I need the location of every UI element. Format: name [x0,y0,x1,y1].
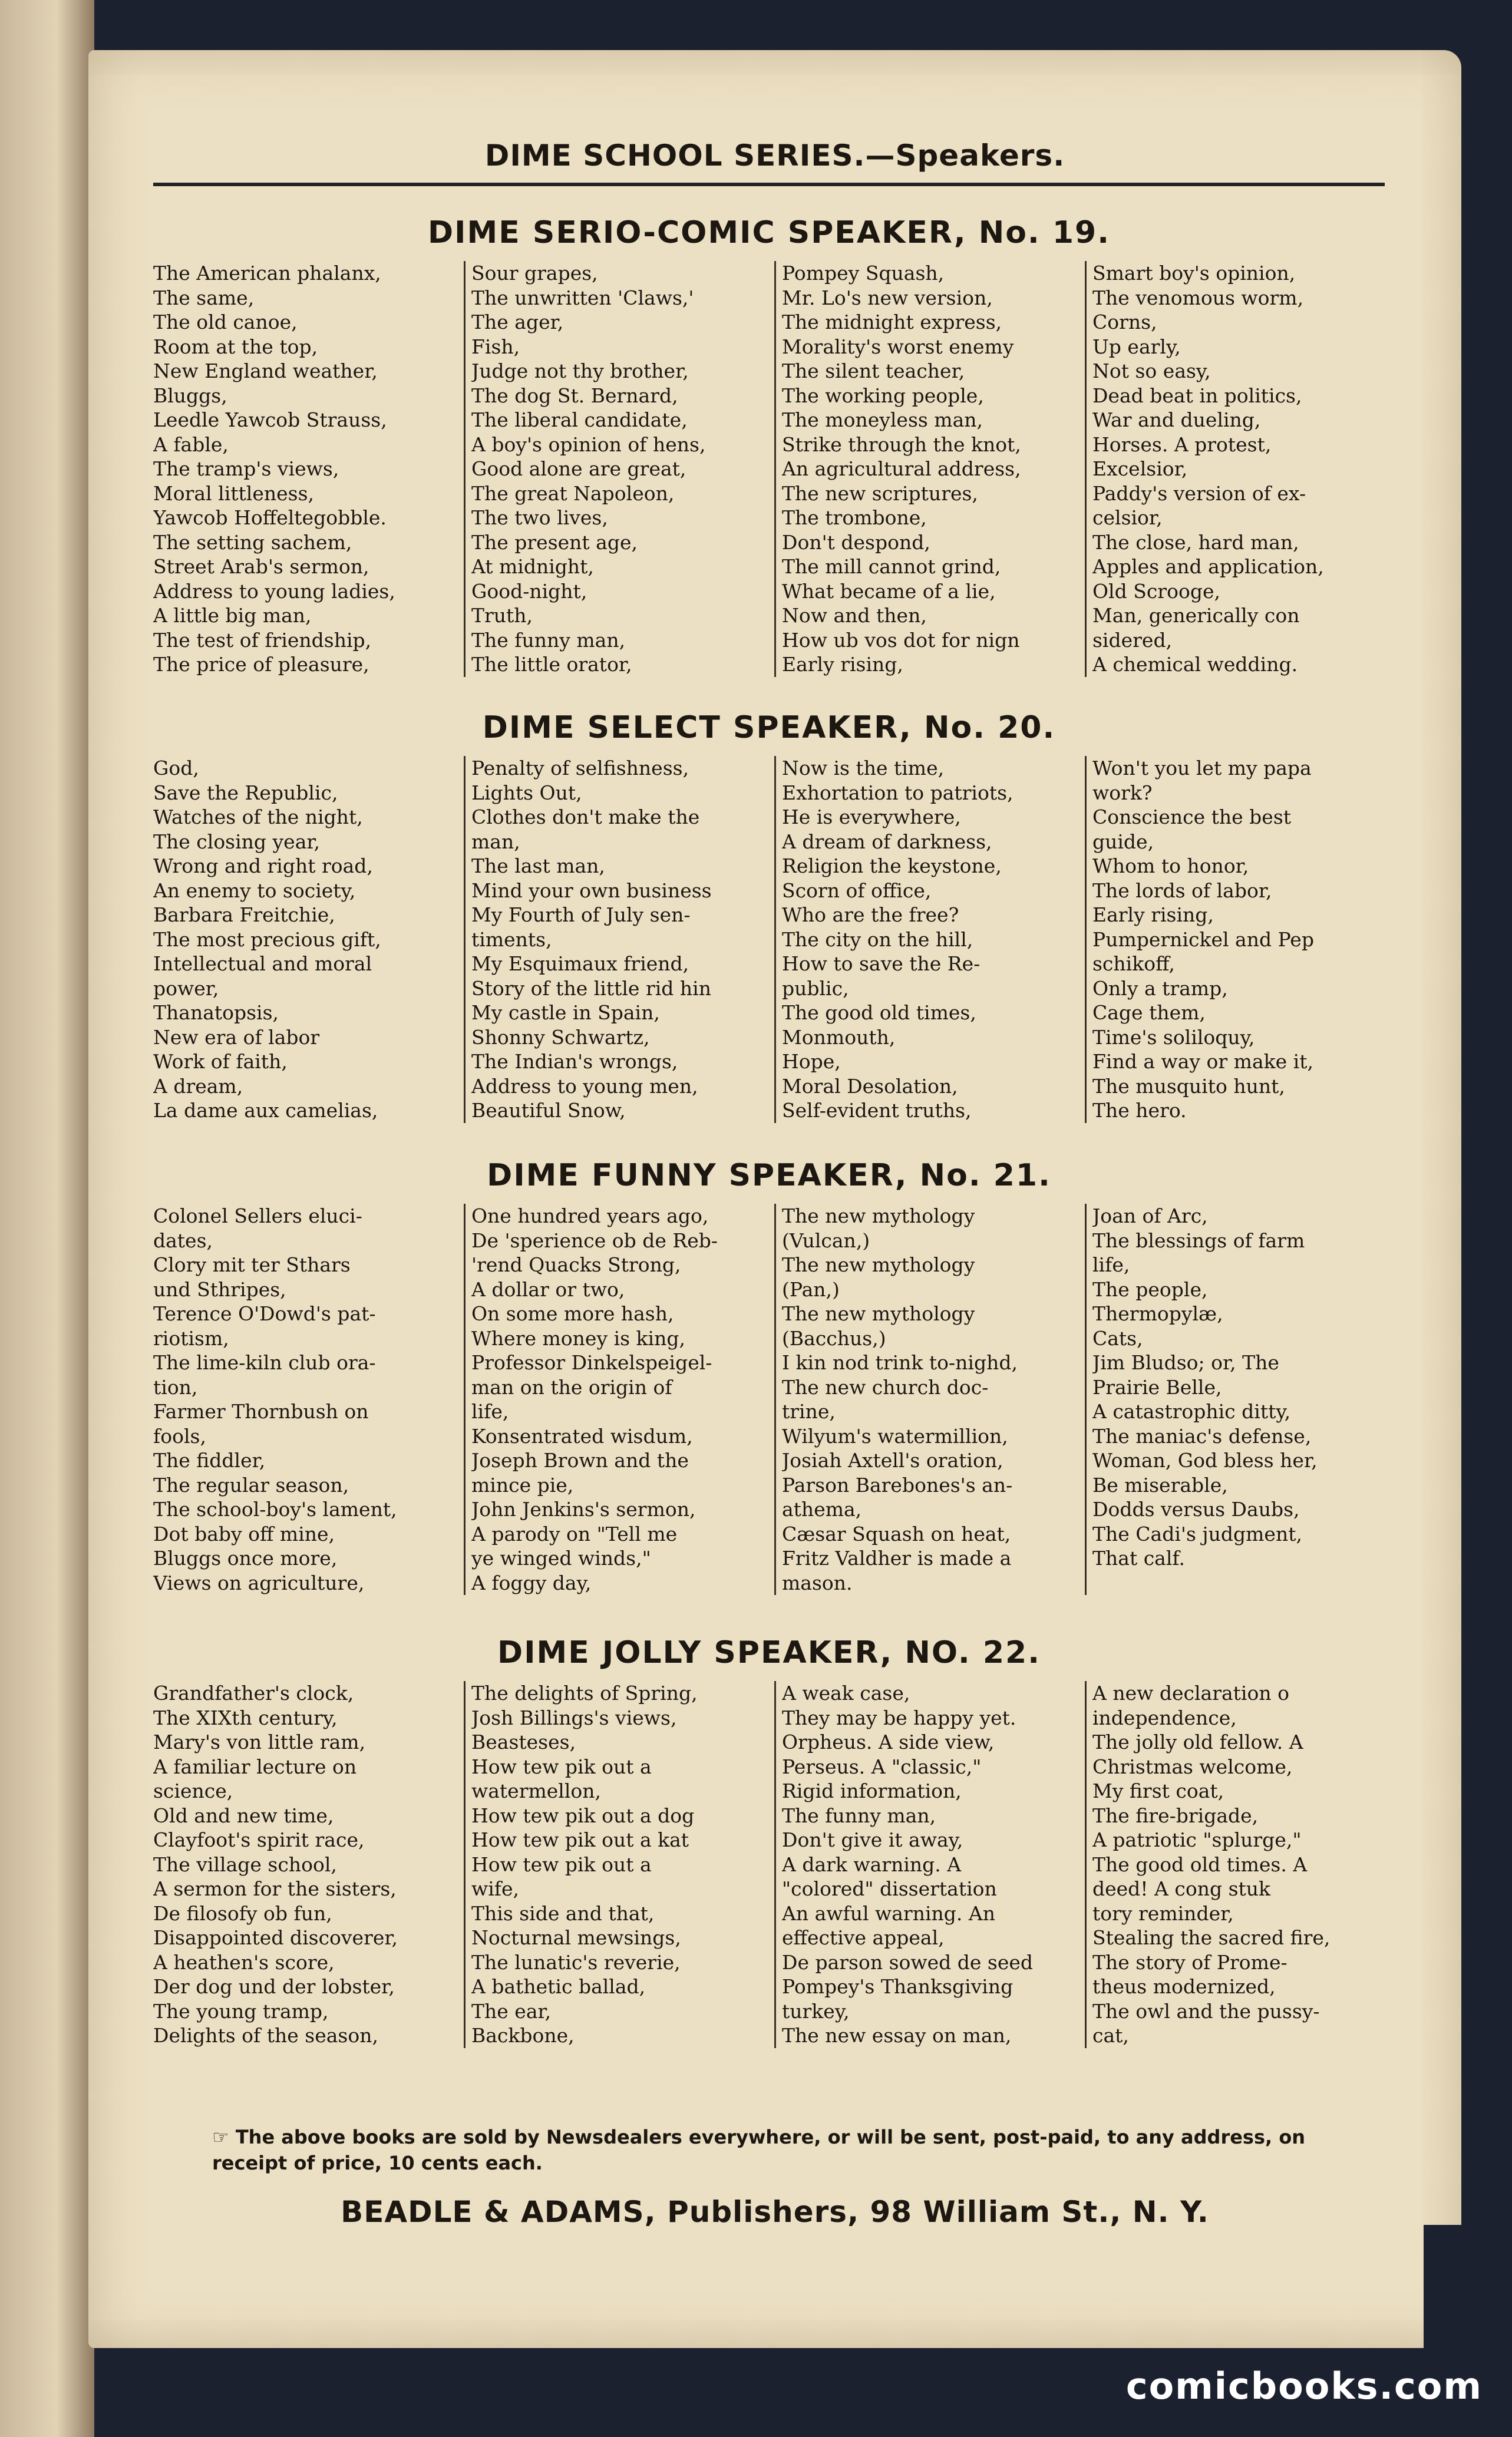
speech-title-line: A sermon for the sisters, [153,1877,397,1900]
adjacent-page-edge [0,0,94,2437]
speech-title-line: Don't despond, [782,530,930,554]
title-columns [153,261,1385,677]
speech-title-line: Rigid information, [782,1779,962,1802]
speech-title-line: und Sthripes, [153,1277,286,1301]
speech-title-line: Clothes don't make the [471,805,700,828]
speech-title-line: Exhortation to patriots, [782,781,1013,804]
title-column [464,1204,764,1595]
speech-title-line: The young tramp, [153,1999,329,2023]
speaker-section-20 [153,710,1385,1123]
speech-title-line: riotism, [153,1326,229,1350]
speech-title-line: Dot baby off mine, [153,1522,335,1546]
speech-title-line: A fable, [153,432,229,456]
speech-title-line: The close, hard man, [1092,530,1299,554]
speech-title-line: athema, [782,1498,862,1521]
speech-title-line: Cage them, [1092,1001,1206,1024]
speech-title-line: Not so easy, [1092,359,1211,382]
speech-title-line: Clayfoot's spirit race, [153,1828,365,1851]
speech-title-line: Lights Out, [471,781,582,804]
speech-title-line: The funny man, [471,628,626,652]
speech-title-line: War and dueling, [1092,408,1261,431]
speech-title-line: Jim Bludso; or, The [1092,1351,1279,1374]
speech-title-line: Good alone are great, [471,457,686,480]
title-column [1085,756,1385,1123]
speech-title-line: theus modernized, [1092,1975,1276,1998]
speech-title-line: The good old times, [782,1001,976,1024]
speech-title-line: tion, [153,1375,198,1399]
speech-title-line: Apples and application, [1092,555,1324,578]
speech-title-line: Pumpernickel and Pep [1092,927,1314,951]
speech-title-line: turkey, [782,1999,850,2023]
speech-title-line: Josh Billings's views, [471,1706,677,1729]
speech-title-line: Don't give it away, [782,1828,963,1851]
speech-title-line: How ub vos dot for nign [782,628,1020,652]
speech-title-line: He is everywhere, [782,805,961,828]
speech-title-line: God, [153,757,199,780]
speech-title-line: One hundred years ago, [471,1204,709,1227]
speech-title-line: mince pie, [471,1473,574,1497]
speech-title-line: The most precious gift, [153,927,381,951]
speech-title-line: Mind your own business [471,879,712,902]
speech-title-line: A weak case, [782,1682,910,1705]
speech-title-line: Thanatopsis, [153,1001,279,1024]
speech-title-line: Fritz Valdher is made a [782,1547,1012,1570]
title-columns [153,1204,1385,1595]
speech-title-line: Save the Republic, [153,781,338,804]
speech-title-line: A dream, [153,1074,243,1098]
speech-title-line: A parody on "Tell me [471,1522,678,1546]
speech-title-line: tory reminder, [1092,1901,1234,1925]
speech-title-line: Up early, [1092,335,1181,358]
speech-title-line: The trombone, [782,506,927,529]
speech-title-line: Old Scrooge, [1092,579,1220,603]
speech-title-line: The new essay on man, [782,2024,1012,2047]
speech-title-line: At midnight, [471,555,594,578]
speech-title-line: Professor Dinkelspeigel- [471,1351,712,1374]
speech-title-line: The good old times. A [1092,1852,1308,1876]
section-title: DIME FUNNY SPEAKER, No. 21. [487,1158,1051,1193]
speech-title-line: The ager, [471,311,564,333]
speech-title-line: Cats, [1092,1326,1143,1350]
speech-title-line: Pompey Squash, [782,262,945,285]
speech-title-line: Morality's worst enemy [782,335,1014,358]
speech-title-line: Leedle Yawcob Strauss, [153,408,387,431]
speech-title-line: Clory mit ter Sthars [153,1253,351,1276]
speech-title-line: The lunatic's reverie, [471,1950,681,1974]
speech-title-line: The lords of labor, [1092,879,1272,902]
speech-title-line: Disappointed discoverer, [153,1926,398,1949]
speech-title-line: Room at the top, [153,335,318,358]
speech-title-line: (Pan,) [782,1277,840,1301]
speech-title-line: Watches of the night, [153,805,363,828]
speech-title-line: Wrong and right road, [153,854,373,877]
title-column [1085,261,1385,677]
speech-title-line: An agricultural address, [782,457,1021,480]
speech-title-line: Grandfather's clock, [153,1682,354,1705]
speech-title-line: Woman, God bless her, [1092,1449,1318,1472]
speech-title-line: The ear, [471,1999,552,2023]
title-column [464,1681,764,2048]
speech-title-line: Mr. Lo's new version, [782,286,993,309]
speech-title-line: Penalty of selfishness, [471,757,689,780]
speaker-section-21 [153,1158,1385,1595]
speech-title-line: Shonny Schwartz, [471,1025,650,1049]
speech-title-line: "colored" dissertation [782,1877,997,1900]
speech-title-line: I kin nod trink to-nighd, [782,1351,1018,1374]
speech-title-line: The tramp's views, [153,457,339,480]
speech-title-line: Delights of the season, [153,2024,378,2047]
title-column [153,1204,453,1595]
title-column [1085,1681,1385,2048]
speech-title-line: The same, [153,286,255,309]
speech-title-line: The school-boy's lament, [153,1498,397,1521]
speech-title-line: Bluggs, [153,384,227,407]
speech-title-line: My castle in Spain, [471,1001,660,1024]
speech-title-line: man, [471,830,520,853]
speech-title-line: Horses. A protest, [1092,432,1272,456]
speech-title-line: The people, [1092,1277,1208,1301]
speech-title-line: (Bacchus,) [782,1326,886,1350]
speech-title-line: The unwritten 'Claws,' [471,286,694,309]
speech-title-line: sidered, [1092,628,1173,652]
speech-title-line: De parson sowed de seed [782,1950,1034,1974]
speech-title-line: Yawcob Hoffeltegobble. [153,506,387,529]
speech-title-line: life, [1092,1253,1130,1276]
speech-title-line: John Jenkins's sermon, [471,1498,696,1521]
running-head: DIME SCHOOL SERIES.—Speakers. [484,138,1065,173]
speech-title-line: This side and that, [471,1901,655,1925]
speech-title-line: 'rend Quacks Strong, [471,1253,681,1276]
speech-title-line: A heathen's score, [153,1950,335,1974]
title-columns [153,756,1385,1123]
speech-title-line: timents, [471,927,552,951]
speech-title-line: Cæsar Squash on heat, [782,1522,1011,1546]
speech-title-line: A dream of darkness, [782,830,992,853]
speech-title-line: The Indian's wrongs, [471,1050,678,1073]
speech-title-line: Der dog und der lobster, [153,1975,395,1998]
speech-title-line: Where money is king, [471,1326,685,1350]
speech-title-line: Intellectual and moral [153,952,372,975]
speech-title-line: De filosofy ob fun, [153,1901,332,1925]
speech-title-line: Bluggs once more, [153,1547,338,1570]
section-title: DIME SERIO-COMIC SPEAKER, No. 19. [428,215,1110,250]
speech-title-line: That calf. [1092,1547,1185,1570]
speech-title-line: Orpheus. A side view, [782,1731,995,1754]
speech-title-line: public, [782,976,849,1000]
speech-title-line: An enemy to society, [153,879,356,902]
speech-title-line: The closing year, [153,830,321,853]
speech-title-line: wife, [471,1877,520,1900]
speech-title-line: The maniac's defense, [1092,1424,1312,1448]
speech-title-line: Beasteses, [471,1731,576,1754]
speech-title-line: Story of the little rid hin [471,976,711,1000]
speech-title-line: How tew pik out a kat [471,1828,689,1851]
speech-title-line: The village school, [153,1852,337,1876]
title-column [464,756,764,1123]
speech-title-line: How tew pik out a [471,1755,652,1778]
speech-title-line: Prairie Belle, [1092,1375,1222,1399]
speech-title-line: trine, [782,1400,836,1423]
speech-title-line: Religion the keystone, [782,854,1002,877]
speech-title-line: Views on agriculture, [153,1571,365,1594]
speech-title-line: The silent teacher, [782,359,965,382]
speech-title-line: science, [153,1779,233,1802]
speech-title-line: The new scriptures, [782,481,978,505]
speech-title-line: Conscience the best [1092,805,1292,828]
speech-title-line: celsior, [1092,506,1163,529]
speech-title-line: watermellon, [471,1779,602,1802]
title-column [153,756,453,1123]
speech-title-line: The delights of Spring, [471,1682,698,1705]
speech-title-line: power, [153,976,219,1000]
speech-title-line: dates, [153,1229,213,1252]
speech-title-line: work? [1092,781,1153,804]
watermark: comicbooks.com [1125,2365,1483,2408]
speech-title-line: The working people, [782,384,984,407]
speech-title-line: An awful warning. An [782,1901,995,1925]
speech-title-line: Work of faith, [153,1050,288,1073]
speech-title-line: Excelsior, [1092,457,1188,480]
speech-title-line: A boy's opinion of hens, [471,432,706,456]
speech-title-line: guide, [1092,830,1154,853]
speech-title-line: The moneyless man, [782,408,983,431]
section-title: DIME JOLLY SPEAKER, NO. 22. [497,1635,1041,1670]
speech-title-line: Only a tramp, [1092,976,1228,1000]
catalog-page [88,50,1461,2348]
speech-title-line: A dark warning. A [782,1852,962,1876]
speech-title-line: The new church doc- [782,1375,989,1399]
speech-title-line: Good-night, [471,579,587,603]
speech-title-line: The city on the hill, [782,927,973,951]
speech-title-line: The setting sachem, [153,530,352,554]
speech-title-line: Nocturnal mewsings, [471,1926,681,1949]
speech-title-line: Fish, [471,335,520,358]
speech-title-line: Colonel Sellers eluci- [153,1204,362,1227]
speech-title-line: The price of pleasure, [153,653,369,676]
title-column [774,261,1074,677]
ordering-note: ☞ The above books are sold by Newsdealers everywhere, or will be sent, post-paid, to any address, on receipt of price, 10 cents each. [212,2126,1306,2174]
speech-title-line: A patriotic "splurge," [1092,1828,1302,1851]
speech-title-line: Joseph Brown and the [471,1449,689,1472]
speech-title-line: The XIXth century, [153,1706,338,1729]
speech-title-line: Mary's von little ram, [153,1731,366,1754]
speech-title-line: Be miserable, [1092,1473,1228,1497]
speech-title-line: Find a way or make it, [1092,1050,1313,1073]
speech-title-line: Early rising, [782,653,903,676]
speech-title-line: ye winged winds," [471,1547,651,1570]
speech-title-line: Smart boy's opinion, [1092,262,1296,285]
speech-title-line: fools, [153,1424,206,1448]
speech-title-line: How tew pik out a [471,1852,652,1876]
speech-title-line: Street Arab's sermon, [153,555,369,578]
speech-title-line: La dame aux camelias, [153,1099,378,1122]
speech-title-line: Time's soliloquy, [1092,1025,1255,1049]
speech-title-line: On some more hash, [471,1302,674,1325]
speech-title-line: Perseus. A "classic," [782,1755,982,1778]
speech-title-line: The regular season, [153,1473,349,1497]
speech-title-line: A foggy day, [471,1571,592,1594]
speech-title-line: How to save the Re- [782,952,981,975]
title-column [774,1681,1074,2048]
speech-title-line: Now and then, [782,604,927,627]
speech-title-line: Joan of Arc, [1092,1204,1208,1227]
speech-title-line: Hope, [782,1050,841,1073]
speech-title-line: Pompey's Thanksgiving [782,1975,1013,1998]
speech-title-line: Self-evident truths, [782,1099,972,1122]
speech-title-line: New era of labor [153,1025,320,1049]
speech-title-line: Won't you let my papa [1092,757,1312,780]
speech-title-line: The two lives, [471,506,608,529]
speech-title-line: A chemical wedding. [1092,653,1298,676]
title-column [1085,1204,1385,1595]
speech-title-line: The present age, [471,530,638,554]
speech-title-line: Paddy's version of ex- [1092,481,1306,505]
speech-title-line: The new mythology [782,1253,975,1276]
speech-title-line: The story of Prome- [1092,1950,1287,1974]
speech-title-line: De 'sperience ob de Reb- [471,1229,718,1252]
speech-title-line: Address to young men, [471,1074,698,1098]
speech-title-line: Monmouth, [782,1025,896,1049]
speech-title-line: My Esquimaux friend, [471,952,689,975]
speech-title-line: The fiddler, [153,1449,266,1472]
speech-title-line: New England weather, [153,359,378,382]
speech-title-line: The midnight express, [782,311,1002,333]
speech-title-line: mason. [782,1571,853,1594]
speech-title-line: The great Napoleon, [471,481,675,505]
speech-title-line: Parson Barebones's an- [782,1473,1013,1497]
speech-title-line: A new declaration o [1092,1682,1289,1705]
speech-title-line: Dodds versus Daubs, [1092,1498,1300,1521]
speech-title-line: Backbone, [471,2024,575,2047]
speech-title-line: Early rising, [1092,903,1214,926]
title-columns [153,1681,1385,2048]
speech-title-line: The liberal candidate, [471,408,688,431]
speech-title-line: The test of friendship, [153,628,372,652]
speech-title-line: Stealing the sacred fire, [1092,1926,1331,1949]
speech-title-line: How tew pik out a dog [471,1804,695,1827]
speech-title-line: Man, generically con [1092,604,1300,627]
speech-title-line: schikoff, [1092,952,1175,975]
speaker-section-22 [153,1635,1385,2048]
publisher-imprint: BEADLE & ADAMS, Publishers, 98 William St., N. Y. [341,2195,1209,2229]
speech-title-line: A dollar or two, [471,1277,625,1301]
speech-title-line: independence, [1092,1706,1237,1729]
speech-title-line: A little big man, [153,604,312,627]
speech-title-line: A catastrophic ditty, [1092,1400,1291,1423]
speech-title-line: The musquito hunt, [1092,1074,1285,1098]
speech-title-line: Sour grapes, [471,262,598,285]
speech-title-line: Josiah Axtell's oration, [782,1449,1003,1472]
speech-title-line: Dead beat in politics, [1092,384,1302,407]
speech-title-line: Now is the time, [782,757,945,780]
speech-title-line: Konsentrated wisdum, [471,1424,693,1448]
speech-title-line: Old and new time, [153,1804,334,1827]
title-column [774,756,1074,1123]
speech-title-line: Address to young ladies, [153,579,395,603]
speech-title-line: A bathetic ballad, [471,1975,646,1998]
speech-title-line: effective appeal, [782,1926,945,1949]
section-title: DIME SELECT SPEAKER, No. 20. [482,710,1056,745]
speech-title-line: Wilyum's watermillion, [782,1424,1008,1448]
speech-title-line: A familiar lecture on [153,1755,357,1778]
speech-title-line: Judge not thy brother, [471,359,689,382]
speech-title-line: The mill cannot grind, [782,555,1001,578]
speech-title-line: The lime-kiln club ora- [153,1351,376,1374]
speech-title-line: The old canoe, [153,311,298,333]
speech-title-line: Corns, [1092,311,1157,333]
title-column [153,1681,453,2048]
speech-title-line: Strike through the knot, [782,432,1021,456]
speech-title-line: The dog St. Bernard, [471,384,678,407]
speech-title-line: (Vulcan,) [782,1229,870,1252]
speech-title-line: The new mythology [782,1302,975,1325]
speech-title-line: What became of a lie, [782,579,996,603]
header-rule [153,183,1385,186]
speech-title-line: Who are the free? [782,903,959,926]
speech-title-line: Truth, [471,604,533,627]
speech-title-line: The new mythology [782,1204,975,1227]
speech-title-line: Farmer Thornbush on [153,1400,369,1423]
speech-title-line: The blessings of farm [1092,1229,1305,1252]
speech-title-line: The hero. [1092,1099,1187,1122]
speech-title-line: The last man, [471,854,605,877]
speech-title-line: The venomous worm, [1092,286,1304,309]
title-column [153,261,453,677]
speech-title-line: My first coat, [1092,1779,1224,1802]
title-column [464,261,764,677]
speech-title-line: They may be happy yet. [782,1706,1016,1729]
speech-title-line: My Fourth of July sen- [471,903,691,926]
speech-title-line: cat, [1092,2024,1129,2047]
speech-title-line: life, [471,1400,509,1423]
speaker-section-19 [153,215,1385,677]
speech-title-line: Beautiful Snow, [471,1099,626,1122]
speech-title-line: Whom to honor, [1092,854,1249,877]
speech-title-line: The little orator, [471,653,632,676]
speech-title-line: The owl and the pussy- [1092,1999,1320,2023]
title-column [774,1204,1074,1595]
speech-title-line: The Cadi's judgment, [1092,1522,1302,1546]
speech-title-line: The American phalanx, [153,262,381,285]
speech-title-line: Barbara Freitchie, [153,903,335,926]
speech-title-line: Moral Desolation, [782,1074,958,1098]
speech-title-line: Christmas welcome, [1092,1755,1293,1778]
speech-title-line: Thermopylæ, [1092,1302,1223,1325]
speech-title-line: man on the origin of [471,1375,672,1399]
speech-title-line: Moral littleness, [153,481,315,505]
speech-title-line: Terence O'Dowd's pat- [153,1302,376,1325]
speech-title-line: The funny man, [782,1804,936,1827]
speech-title-line: deed! A cong stuk [1092,1877,1271,1900]
speech-title-line: The fire-brigade, [1092,1804,1259,1827]
speech-title-line: Scorn of office, [782,879,932,902]
speech-title-line: The jolly old fellow. A [1092,1731,1303,1754]
